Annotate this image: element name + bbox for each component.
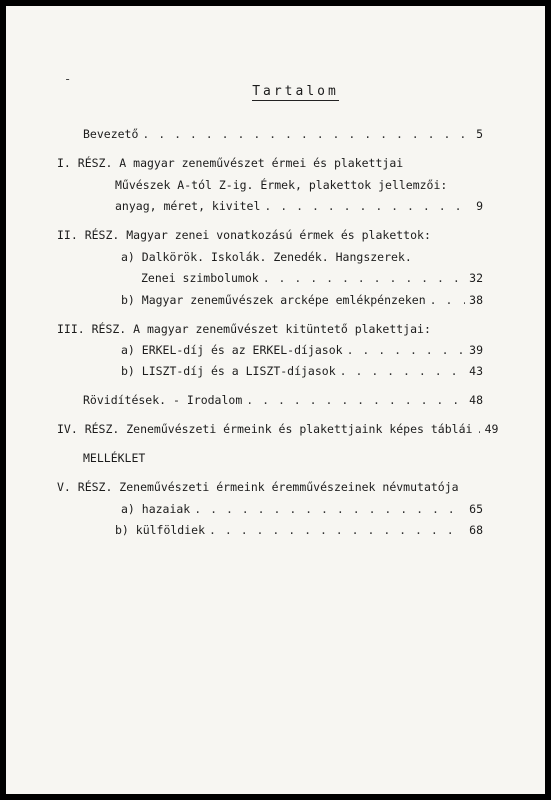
page-number: 38 xyxy=(469,293,483,307)
toc-part-5: V. RÉSZ. Zeneművészeti érmeink éremművészeinek névmutatója xyxy=(57,480,459,494)
margin-mark: - xyxy=(64,72,72,86)
toc-entry: a) hazaiak . . . 65 xyxy=(121,502,483,516)
toc-part-4: IV. RÉSZ. Zeneművészeti érmeink és plakettjaink képes táblái . . . 49 xyxy=(57,422,483,436)
page-number: 5 xyxy=(476,127,483,141)
toc-entry: b) LISZT-díj és a LISZT-díjasok . . . 43 xyxy=(121,364,483,378)
toc-line: a) Dalkörök. Iskolák. Zenedék. Hangszerek. xyxy=(121,250,412,264)
page-number: 65 xyxy=(469,502,483,516)
toc-entry: a) ERKEL-díj és az ERKEL-díjasok . . . 39 xyxy=(121,343,483,357)
page-number: 49 xyxy=(484,422,499,436)
page-number: 39 xyxy=(469,343,483,357)
toc-entry: Zenei szimbolumok . . . 32 xyxy=(141,271,483,285)
toc-part-3: III. RÉSZ. A magyar zeneművészet kitüntető plakettjai: xyxy=(57,322,431,336)
page-number: 9 xyxy=(476,199,483,213)
page-number: 68 xyxy=(469,523,483,537)
page-title: Tartalom xyxy=(252,84,339,99)
toc-entry-intro: Bevezető . . . 5 xyxy=(83,127,483,141)
page-number: 43 xyxy=(469,364,483,378)
toc-part-2: II. RÉSZ. Magyar zenei vonatkozású érmek és plakettok: xyxy=(57,228,431,242)
page-number: 32 xyxy=(469,271,483,285)
toc-entry: b) Magyar zeneművészek arcképe emlékpénzeken . . . 38 xyxy=(121,293,483,307)
toc-appendix: MELLÉKLET xyxy=(83,451,146,465)
toc-entry: anyag, méret, kivitel . . . 9 xyxy=(115,199,483,213)
toc-entry: b) külföldiek . . . 68 xyxy=(115,523,483,537)
toc-part-1: I. RÉSZ. A magyar zeneművészet érmei és plakettjai xyxy=(57,156,404,170)
toc-entry: Rövidítések. - Irodalom . . . 48 xyxy=(83,393,483,407)
document-page xyxy=(6,6,545,794)
page-number: 48 xyxy=(469,393,483,407)
toc-line: Művészek A-tól Z-ig. Érmek, plakettok jellemzői: xyxy=(115,178,448,192)
